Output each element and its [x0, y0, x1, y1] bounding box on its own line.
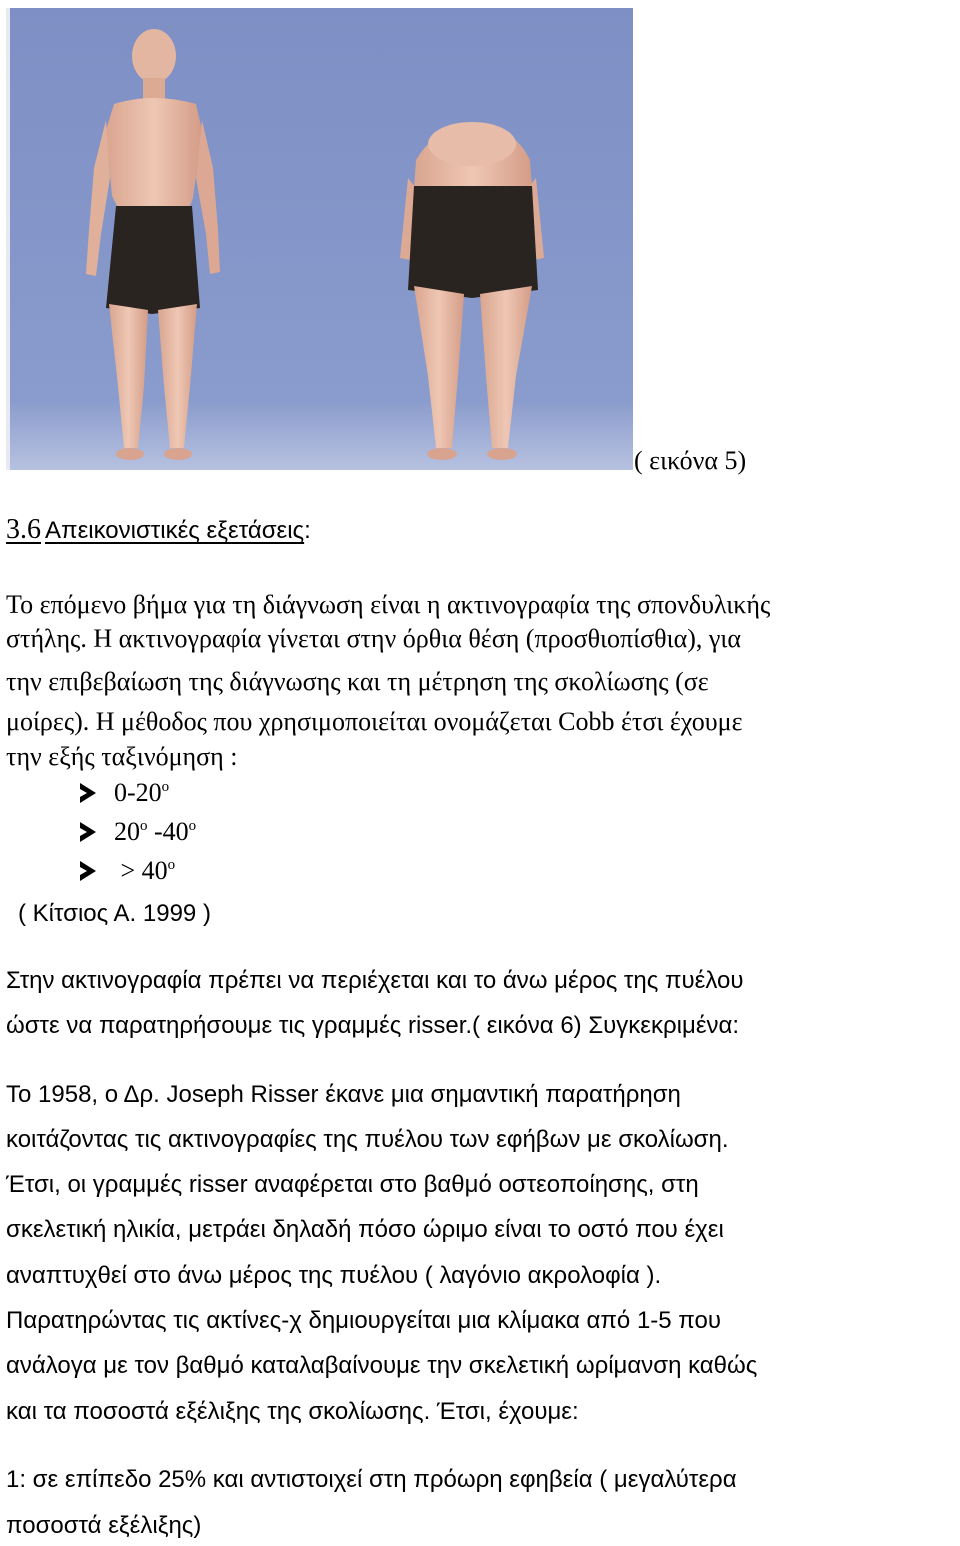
paragraph-line: Το επόμενο βήμα για τη διάγνωση είναι η ακτινογραφία της σπονδυλικής — [6, 590, 771, 619]
paragraph-line: Παρατηρώντας τις ακτίνες-χ δημιουργείται μια κλίμακα από 1-5 που — [6, 1307, 721, 1334]
paragraph-line: μοίρες). Η μέθοδος που χρησιμοποιείται ονομάζεται Cobb έτσι έχουμε — [6, 707, 743, 736]
citation: ( Κίτσιος Α. 1999 ) — [18, 900, 211, 927]
paragraph-line: σκελετική ηλικία, μετράει δηλαδή πόσο ώριμο είναι το οστό που έχει — [6, 1216, 724, 1243]
paragraph-line: Το 1958, ο Δρ. Joseph Risser έκανε μια σημαντική παρατήρηση — [6, 1081, 681, 1108]
paragraph-line: την επιβεβαίωση της διάγνωσης και τη μέτρηση της σκολίωσης (σε — [6, 667, 709, 696]
arrowhead-bullet-icon — [80, 822, 96, 842]
arrowhead-bullet-icon — [80, 861, 96, 881]
paragraph-line: 1: σε επίπεδο 25% και αντιστοιχεί στη πρόωρη εφηβεία ( μεγαλύτερα — [6, 1466, 737, 1493]
paragraph-line: και τα ποσοστά εξέλιξης της σκολίωσης. Έτσι, έχουμε: — [6, 1398, 579, 1425]
section-colon: : — [304, 517, 311, 544]
paragraph-line: την εξής ταξινόμηση : — [6, 742, 238, 771]
section-number: 3.6 — [6, 514, 41, 545]
section-title: Απεικονιστικές εξετάσεις — [45, 517, 305, 544]
paragraph-line: κοιτάζοντας τις ακτινογραφίες της πυέλου των εφήβων με σκολίωση. — [6, 1126, 729, 1153]
paragraph-line: αναπτυχθεί στο άνω μέρος της πυέλου ( λαγόνιο ακρολοφία ). — [6, 1262, 662, 1289]
paragraph-line: Στην ακτινογραφία πρέπει να περιέχεται και το άνω μέρος της πυέλου — [6, 967, 744, 994]
list-item: > $40^o$ — [80, 856, 175, 886]
paragraph-line: ανάλογα με τον βαθμό καταλαβαίνουμε την σκελετική ωρίμανση καθώς — [6, 1352, 758, 1379]
scoliosis-exam-photo — [6, 8, 633, 470]
paragraph-line: ώστε να παρατηρήσουμε τις γραμμές risser.( εικόνα 6) Συγκεκριμένα: — [6, 1012, 740, 1039]
list-item: $20^o$ $-40^o$ — [80, 817, 196, 847]
section-heading — [6, 514, 311, 546]
paragraph-line: ποσοστά εξέλιξης) — [6, 1512, 202, 1539]
list-item: $0-20^o$ — [80, 778, 169, 808]
paragraph-line: Έτσι, οι γραμμές risser αναφέρεται στο βαθμό οστεοποίησης, στη — [6, 1171, 699, 1198]
arrowhead-bullet-icon — [80, 783, 96, 803]
figure-caption: ( εικόνα 5) — [634, 446, 747, 475]
paragraph-line: στήλης. Η ακτινογραφία γίνεται στην όρθια θέση (προσθιοπίσθια), για — [6, 624, 742, 653]
